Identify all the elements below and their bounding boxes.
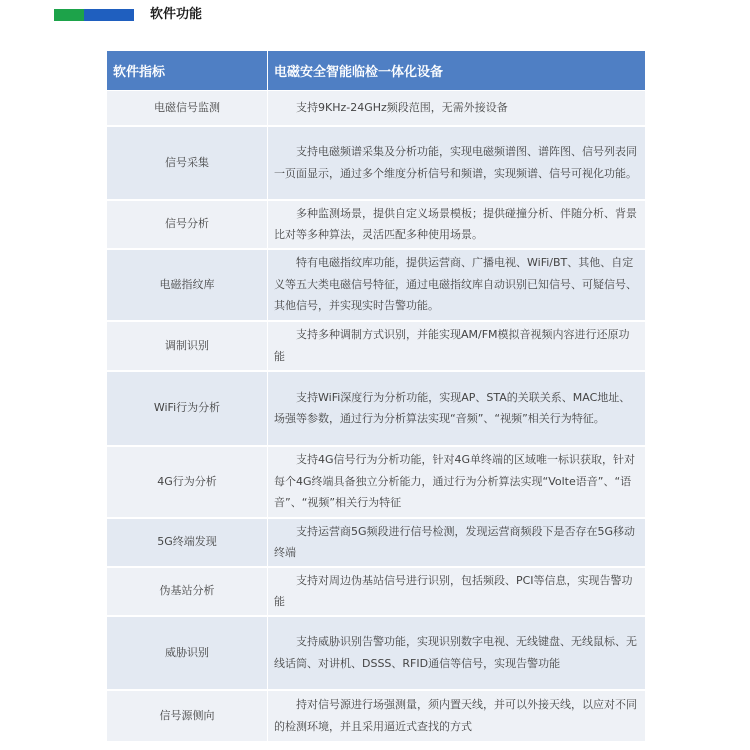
row-desc: 支持威胁识别告警功能，实现识别数字电视、无线键盘、无线鼠标、无线话筒、对讲机、DSSS、RFID通信等信号，实现告警功能 xyxy=(268,616,646,690)
header-col-software-index: 软件指标 xyxy=(107,51,268,91)
table-row xyxy=(107,91,645,126)
row-name: 电磁指纹库 xyxy=(107,249,268,321)
row-name: 信号源侧向 xyxy=(107,690,268,742)
row-desc: 特有电磁指纹库功能，提供运营商、广播电视、WiFi/BT、其他、自定义等五大类电磁信号特征，通过电磁指纹库自动识别已知信号、可疑信号、其他信号，并实现实时告警功能。 xyxy=(268,249,646,321)
row-desc: 支持运营商5G频段进行信号检测，发现运营商频段下是否存在5G移动终端 xyxy=(268,518,646,567)
table-row xyxy=(107,371,645,446)
marker-blue-segment xyxy=(84,9,134,21)
table-row xyxy=(107,690,645,742)
section-marker-bar xyxy=(54,9,134,21)
row-name: 调制识别 xyxy=(107,321,268,371)
marker-green-segment xyxy=(54,9,84,21)
row-desc: 支持多种调制方式识别，并能实现AM/FM模拟音视频内容进行还原功能 xyxy=(268,321,646,371)
row-name: 威胁识别 xyxy=(107,616,268,690)
row-desc: 支持9KHz-24GHz频段范围，无需外接设备 xyxy=(268,91,646,126)
row-name: 4G行为分析 xyxy=(107,446,268,518)
table-row xyxy=(107,200,645,249)
table-row xyxy=(107,567,645,616)
spec-table xyxy=(107,51,645,743)
row-desc: 多种监测场景，提供自定义场景模板；提供碰撞分析、伴随分析、背景比对等多种算法，灵活匹配多种使用场景。 xyxy=(268,200,646,249)
table-row xyxy=(107,126,645,200)
table-row xyxy=(107,518,645,567)
table-row xyxy=(107,446,645,518)
row-name: WiFi行为分析 xyxy=(107,371,268,446)
row-desc: 支持WiFi深度行为分析功能，实现AP、STA的关联关系、MAC地址、场强等参数，通过行为分析算法实现“音频”、“视频”相关行为特征。 xyxy=(268,371,646,446)
row-name: 信号分析 xyxy=(107,200,268,249)
row-name: 信号采集 xyxy=(107,126,268,200)
header-col-device: 电磁安全智能临检一体化设备 xyxy=(268,51,646,91)
table-header-row xyxy=(107,51,645,91)
table-row xyxy=(107,249,645,321)
row-desc: 支持对周边伪基站信号进行识别，包括频段、PCI等信息，实现告警功能 xyxy=(268,567,646,616)
row-desc: 支持4G信号行为分析功能，针对4G单终端的区域唯一标识获取，针对每个4G终端具备独立分析能力，通过行为分析算法实现“Volte语音”、“语音”、“视频”相关行为特征 xyxy=(268,446,646,518)
row-name: 伪基站分析 xyxy=(107,567,268,616)
row-name: 5G终端发现 xyxy=(107,518,268,567)
row-desc: 持对信号源进行场强测量，须内置天线，并可以外接天线，以应对不同的检测环境，并且采用逼近式查找的方式 xyxy=(268,690,646,742)
row-desc: 支持电磁频谱采集及分析功能，实现电磁频谱图、谱阵图、信号列表同一页面显示，通过多个维度分析信号和频谱，实现频谱、信号可视化功能。 xyxy=(268,126,646,200)
section-title: 软件功能 xyxy=(150,7,203,22)
table-row xyxy=(107,321,645,371)
table-row xyxy=(107,616,645,690)
row-name: 电磁信号监测 xyxy=(107,91,268,126)
